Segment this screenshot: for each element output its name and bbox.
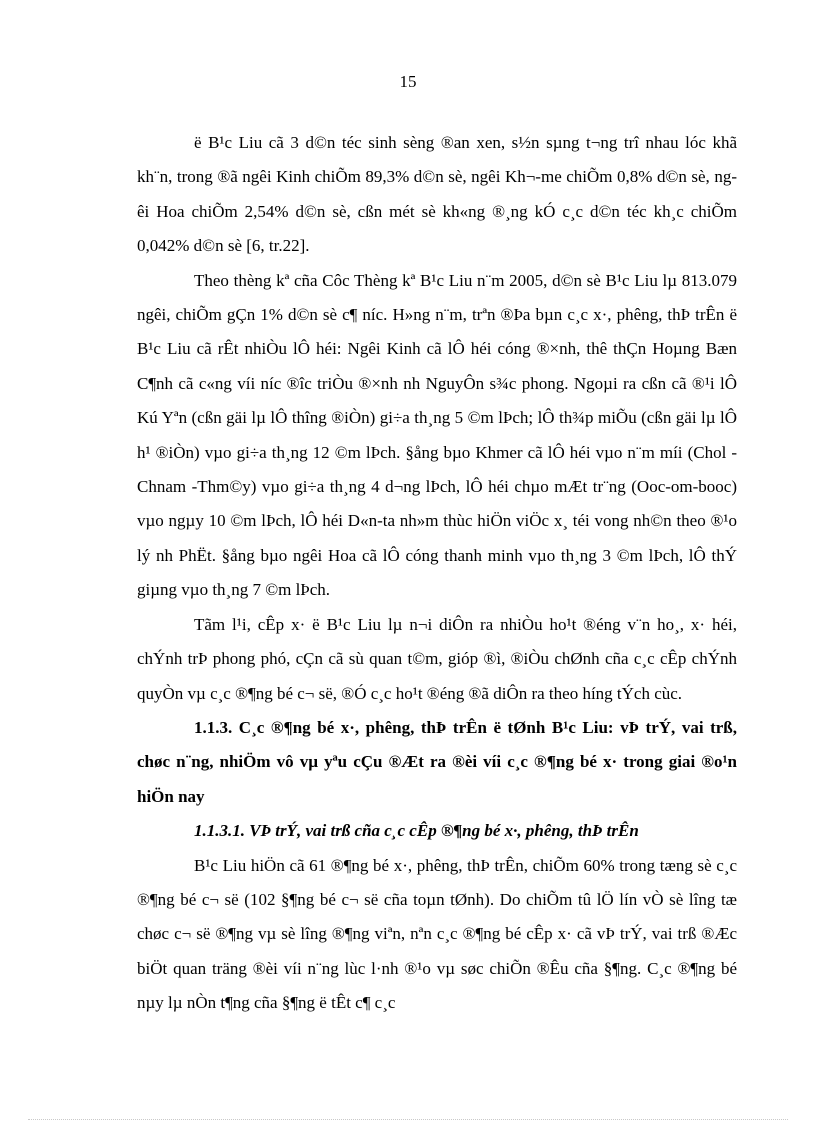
paragraph-party-committees: B¹c Liu hiÖn cã 61 ®¶ng bé x·, phêng, thÞ trÊn, chiÕm 60% trong tæng sè c¸c ®¶ng bé c¬ së (102 §¶ng bé c¬ së cña toµn tØnh). Do chiÕm tû lÖ lín vÒ sè lîng tæ chøc c¬ së ®¶ng vµ sè lîng ®¶ng viªn, nªn c¸c ®¶ng bé cÊp x· cã vÞ trÝ, vai trß ®Æc biÖt quan träng ®èi víi n¨ng lùc l·nh ®¹o vµ søc chiÕn ®Êu cña §¶ng. C¸c ®¶ng bé nµy lµ nÒn t¶ng cña §¶ng ë tÊt c¶ c¸c (137, 855, 737, 1013)
bottom-divider (28, 1119, 788, 1120)
page-number: 15 (399, 72, 417, 91)
paragraph-summary: Tãm l¹i, cÊp x· ë B¹c Liu lµ n¬i diÔn ra nhiÒu ho¹t ®éng v¨n ho¸, x· héi, chÝnh trÞ phong phó, cÇn cã sù quan t©m, gióp ®ì, ®iÒu chØnh cña c¸c cÊp chÝnh quyÒn vµ c¸c ®¶ng bé c¬ së, ®Ó c¸c ho¹t ®éng ®ã diÔn ra theo híng tÝch cùc. (137, 614, 737, 703)
page-body (137, 126, 737, 1021)
paragraph-ethnic-groups: ë B¹c Liu cã 3 d©n téc sinh sèng ®an xen, s½n sµng t¬ng trî nhau lóc khã kh¨n, trong ®ã ngêi Kinh chiÕm 89,3% d©n sè, ngêi Kh¬-me chiÕm 0,8% d©n sè, ngêi Hoa chiÕm 2,54% d©n sè, cßn mét sè kh«ng ®¸ng kÓ c¸c d©n téc kh¸c chiÕm 0,042% d©n sè [6, tr.22]. (137, 133, 737, 256)
paragraph-population-festivals: Theo thèng kª cña Côc Thèng kª B¹c Liu n¨m 2005, d©n sè B¹c Liu lµ 813.079 ngêi, chiÕm gÇn 1% d©n sè c¶ níc. H»ng n¨m, trªn ®Þa bµn c¸c x·, phêng, thÞ trÊn ë B¹c Liu cã rÊt nhiÒu lÔ héi: Ngêi Kinh cã lÔ héi cóng ®×nh, thê thÇn Hoµng Bæn C¶nh cã c«ng víi níc ®îc triÒu ®×nh nh NguyÔn s¾c phong. Ngoµi ra cßn cã ®¹i lÔ Kú Yªn (cßn gäi lµ lÔ thîng ®iÒn) gi÷a th¸ng 5 ©m lÞch; lÔ th¾p miÕu (cßn gäi lµ lÔ h¹ ®iÒn) vµo gi÷a th¸ng 12 ©m lÞch. §ång bµo Khmer cã lÔ héi vµo n¨m míi (Chol - Chnam -Thm©y) vµo gi÷a th¸ng 4 d¬ng lÞch, lÔ héi chµo mÆt tr¨ng (Ooc-om-booc) vµo ngµy 10 ©m lÞch, lÔ héi D«n-ta nh»m thùc hiÖn viÖc x¸ téi vong nh©n theo ®¹o lý nh PhËt. §ång bµo ngêi Hoa cã lÔ cóng thanh minh vµo th¸ng 3 ©m lÞch, lÔ thÝ giµng vµo th¸ng 7 ©m lÞch. (137, 270, 737, 600)
section-heading: 1.1.3. C¸c ®¶ng bé x·, phêng, thÞ trÊn ë tØnh B¹c Liu: vÞ trÝ, vai trß, chøc n¨ng, nhiÖm vô vµ yªu cÇu ®Æt ra ®èi víi c¸c ®¶ng bé x· trong giai ®o¹n hiÖn nay (137, 717, 737, 806)
subsection-heading: 1.1.3.1. VÞ trÝ, vai trß cña c¸c cÊp ®¶ng bé x·, phêng, thÞ trÊn (194, 821, 639, 841)
